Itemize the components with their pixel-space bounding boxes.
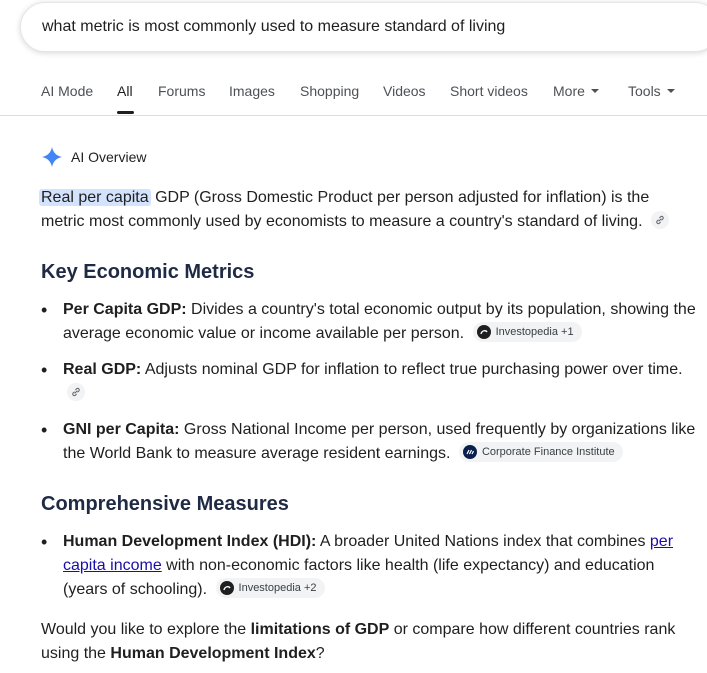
tab-more[interactable] — [553, 83, 599, 99]
tab-short-videos[interactable]: Short videos — [450, 83, 528, 99]
source-chip-cfi[interactable] — [459, 442, 623, 462]
followup-text: ? — [315, 645, 325, 662]
tab-forums[interactable]: Forums — [158, 83, 206, 99]
ai-overview-header — [41, 146, 146, 168]
tab-tools[interactable] — [628, 83, 675, 99]
followup-bold: limitations of GDP — [250, 621, 390, 638]
bullet-text: Divides a country's total economic output by its population, showing the average economic value or income available per person. — [63, 301, 696, 342]
bullet-text: Adjusts nominal GDP for inflation to reflect true purchasing power over time. — [141, 361, 683, 378]
followup-text: or compare how different countries rank using the — [41, 621, 676, 662]
source-label: Corporate Finance Institute — [481, 445, 615, 458]
tab-ai-mode[interactable]: AI Mode — [41, 83, 94, 99]
list-item — [41, 418, 701, 466]
tab-all[interactable]: All — [117, 83, 133, 99]
highlighted-term: Real per capita — [41, 189, 149, 206]
section-heading-comprehensive: Comprehensive Measures — [41, 493, 289, 515]
list-item — [41, 298, 701, 346]
search-tabs — [0, 78, 707, 116]
search-box[interactable] — [20, 2, 707, 52]
tab-shopping[interactable]: Shopping — [300, 83, 360, 99]
comprehensive-list — [41, 530, 681, 614]
ai-overview-title: AI Overview — [71, 149, 147, 165]
source-chip-investopedia[interactable] — [216, 578, 325, 598]
tab-tools-label: Tools — [628, 83, 661, 99]
link-icon[interactable] — [651, 211, 669, 229]
list-item — [41, 358, 701, 406]
bullet-text: with non-economic factors like health (life expectancy) and education (years of schooling). — [63, 557, 655, 598]
tab-images[interactable]: Images — [229, 83, 275, 99]
intro-text: GDP (Gross Domestic Product per person adjusted for inflation) is the metric most commonly used by economists to measure a country's standard of living. — [41, 189, 650, 230]
followup-text: Would you like to explore the — [41, 621, 251, 638]
investopedia-icon — [220, 581, 234, 595]
chevron-down-icon — [591, 89, 599, 93]
bullet-term: Per Capita GDP: — [63, 301, 187, 318]
chevron-down-icon — [667, 89, 675, 93]
per-capita-income-link[interactable]: per capita income — [63, 533, 674, 574]
section-heading-key-metrics: Key Economic Metrics — [41, 261, 255, 283]
cfi-icon — [463, 445, 477, 459]
key-metrics-list — [41, 298, 701, 478]
source-label: Investopedia +2 — [238, 581, 317, 594]
bullet-term: Human Development Index (HDI): — [63, 533, 317, 550]
bullet-term: Real GDP: — [63, 361, 142, 378]
active-tab-indicator — [117, 111, 134, 114]
followup-bold: Human Development Index — [110, 645, 316, 662]
search-input[interactable]: what metric is most commonly used to measure standard of living — [42, 18, 506, 35]
tab-videos[interactable]: Videos — [383, 83, 426, 99]
source-label: Investopedia +1 — [495, 325, 574, 338]
sparkle-icon — [41, 146, 63, 168]
investopedia-icon — [477, 325, 491, 339]
followup-question — [41, 618, 691, 666]
bullet-text: A broader United Nations index that combines — [316, 533, 650, 550]
ai-intro — [41, 186, 691, 234]
tab-more-label: More — [553, 83, 585, 99]
bullet-term: GNI per Capita: — [63, 421, 180, 438]
list-item — [41, 530, 681, 602]
source-chip-investopedia[interactable] — [473, 322, 582, 342]
bullet-text: Gross National Income per person, used frequently by organizations like the World Bank to measure average resident earnings. — [63, 421, 696, 462]
link-icon[interactable] — [67, 383, 85, 401]
